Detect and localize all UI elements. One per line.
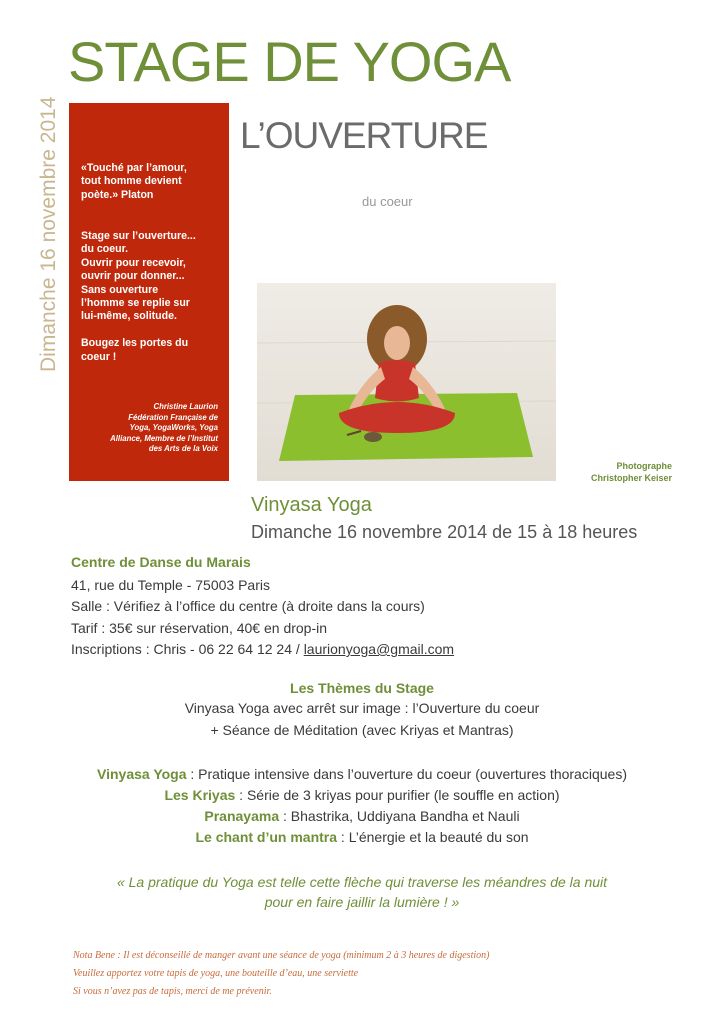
side-date: Dimanche 16 novembre 2014	[37, 96, 60, 372]
theme-item	[0, 787, 724, 803]
theme-item	[0, 829, 724, 845]
stage-line: Bougez les portes du	[81, 337, 189, 350]
page-title: STAGE DE YOGA	[68, 30, 511, 93]
stage-line: du coeur.	[81, 243, 129, 256]
registration-info	[71, 641, 454, 657]
quote-line: tout homme devient	[81, 175, 182, 188]
singing-bowl	[364, 432, 382, 442]
author-line: Christine Laurion	[153, 402, 218, 411]
theme-item	[0, 766, 724, 782]
quote-line: « La pratique du Yoga est telle cette flèche qui traverse les méandres de la nuit	[116, 874, 608, 890]
theme-label: Les Kriyas	[164, 787, 236, 803]
stage-line: l’homme se replie sur	[81, 297, 190, 310]
venue-room: Salle : Vérifiez à l’office du centre (à droite dans la cours)	[71, 598, 425, 614]
price-info: Tarif : 35€ sur réservation, 40€ en drop-in	[71, 620, 328, 636]
nota-bene-line: Veuillez apportez votre tapis de yoga, une bouteille d’eau, une serviette	[73, 968, 359, 979]
photo-credit	[560, 460, 672, 484]
class-name: Vinyasa Yoga	[251, 494, 372, 516]
author-line: des Arts de la Voix	[148, 444, 218, 453]
theme-text: : Pratique intensive dans l’ouverture du coeur (ouvertures thoraciques)	[186, 766, 627, 782]
stage-line: ouvrir pour donner...	[81, 270, 185, 283]
platon-quote	[81, 162, 221, 202]
subtitle-secondary: du coeur	[362, 194, 413, 209]
yoga-quote	[0, 872, 724, 912]
stage-description	[81, 230, 221, 364]
theme-text: : Série de 3 kriyas pour purifier (le souffle en action)	[235, 787, 560, 803]
venue-name: Centre de Danse du Marais	[71, 554, 251, 570]
venue-address: 41, rue du Temple - 75003 Paris	[71, 577, 270, 593]
theme-label: Le chant d’un mantra	[195, 829, 338, 845]
author-line: Fédération Française de	[128, 412, 218, 422]
nota-bene-line: Si vous n’avez pas de tapis, merci de me prévenir.	[73, 986, 272, 997]
stage-line: Ouvrir pour recevoir,	[81, 256, 186, 269]
themes-heading: Les Thèmes du Stage	[290, 680, 434, 696]
theme-item	[0, 808, 724, 824]
quote-line: «Touché par l’amour,	[81, 162, 187, 174]
stage-line-spacer	[81, 324, 221, 337]
email-link[interactable]: laurionyoga@gmail.com	[303, 641, 455, 657]
author-line: Alliance, Membre de l’Institut	[110, 433, 218, 443]
credit-label: Photographe	[616, 461, 672, 471]
author-signature	[80, 402, 218, 455]
quote-line: poète.» Platon	[81, 188, 154, 201]
theme-label: Vinyasa Yoga	[97, 766, 187, 782]
class-date: Dimanche 16 novembre 2014 de 15 à 18 heures	[251, 522, 638, 542]
theme-label: Pranayama	[204, 808, 280, 824]
subtitle: L’OUVERTURE	[240, 115, 488, 156]
author-line: Yoga, YogaWorks, Yoga	[129, 423, 218, 432]
quote-line: pour en faire jaillir la lumière ! »	[264, 894, 460, 910]
stage-line: Stage sur l’ouverture...	[81, 230, 196, 242]
registration-text: Inscriptions : Chris - 06 22 64 12 24 /	[71, 641, 304, 657]
themes-line: + Séance de Méditation (avec Kriyas et Mantras)	[210, 722, 514, 738]
credit-name: Christopher Keiser	[590, 473, 672, 483]
stage-line: Sans ouverture	[81, 283, 159, 296]
yoga-photo	[257, 283, 556, 481]
nota-bene-line: Nota Bene : Il est déconseillé de manger avant une séance de yoga (minimum 2 à 3 heures de digestion)	[73, 950, 490, 961]
themes-line: Vinyasa Yoga avec arrêt sur image : l’Ouverture du coeur	[184, 700, 540, 716]
theme-text: : Bhastrika, Uddiyana Bandha et Nauli	[279, 808, 520, 824]
theme-text: : L’énergie et la beauté du son	[337, 829, 529, 845]
stage-line: coeur !	[81, 350, 117, 363]
stage-line: lui-même, solitude.	[81, 310, 177, 323]
face	[384, 326, 410, 360]
